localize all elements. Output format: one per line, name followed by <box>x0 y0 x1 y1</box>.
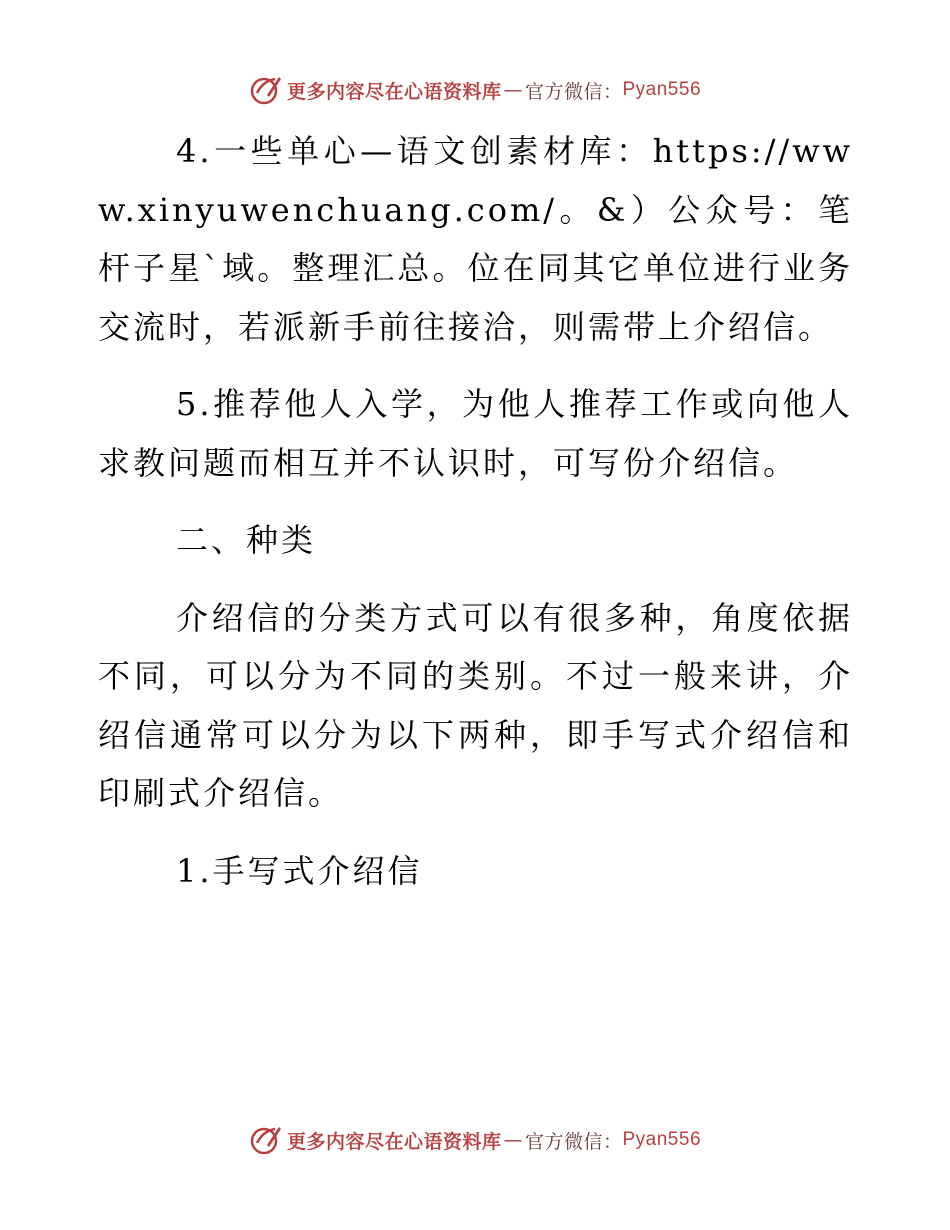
section-heading-types: 二、种类 <box>176 521 317 559</box>
paragraph-types-intro: 介绍信的分类方式可以有很多种，角度依据不同，可以分为不同的类别。不过一般来讲，介绍信通常可以分为以下两种，即手写式介绍信和印刷式介绍信。 <box>98 598 853 812</box>
banner-brand: 更多内容尽在心语资料库 <box>286 1130 502 1153</box>
banner-official: 官方微信： <box>524 1130 623 1153</box>
subheading-handwritten: 1.手写式介绍信 <box>176 851 423 890</box>
document-body <box>98 122 853 919</box>
header-banner <box>0 70 950 110</box>
banner-separator: — <box>503 79 523 101</box>
banner-wechat-id: Pyan556 <box>622 79 702 100</box>
footer-banner <box>0 1120 950 1160</box>
paragraph-item-5: 5.推荐他人入学，为他人推荐工作或向他人求教问题而相互并不认识时，可写份介绍信。 <box>98 385 853 482</box>
banner-brand: 更多内容尽在心语资料库 <box>286 80 502 103</box>
banner-wechat-id: Pyan556 <box>622 1129 702 1150</box>
banner-separator: — <box>503 1129 523 1151</box>
paragraph-item-4: 4.一些单心—语文创素材库：https://www.xinyuwenchuang.com/。&）公众号：笔杆子星`域。整理汇总。位在同其它单位进行业务交流时，若派新手前往接洽，则需带上介绍信。 <box>98 132 853 346</box>
pen-swirl-logo-icon <box>249 1123 283 1157</box>
pen-swirl-logo-icon <box>249 73 283 107</box>
banner-official: 官方微信： <box>524 80 623 103</box>
